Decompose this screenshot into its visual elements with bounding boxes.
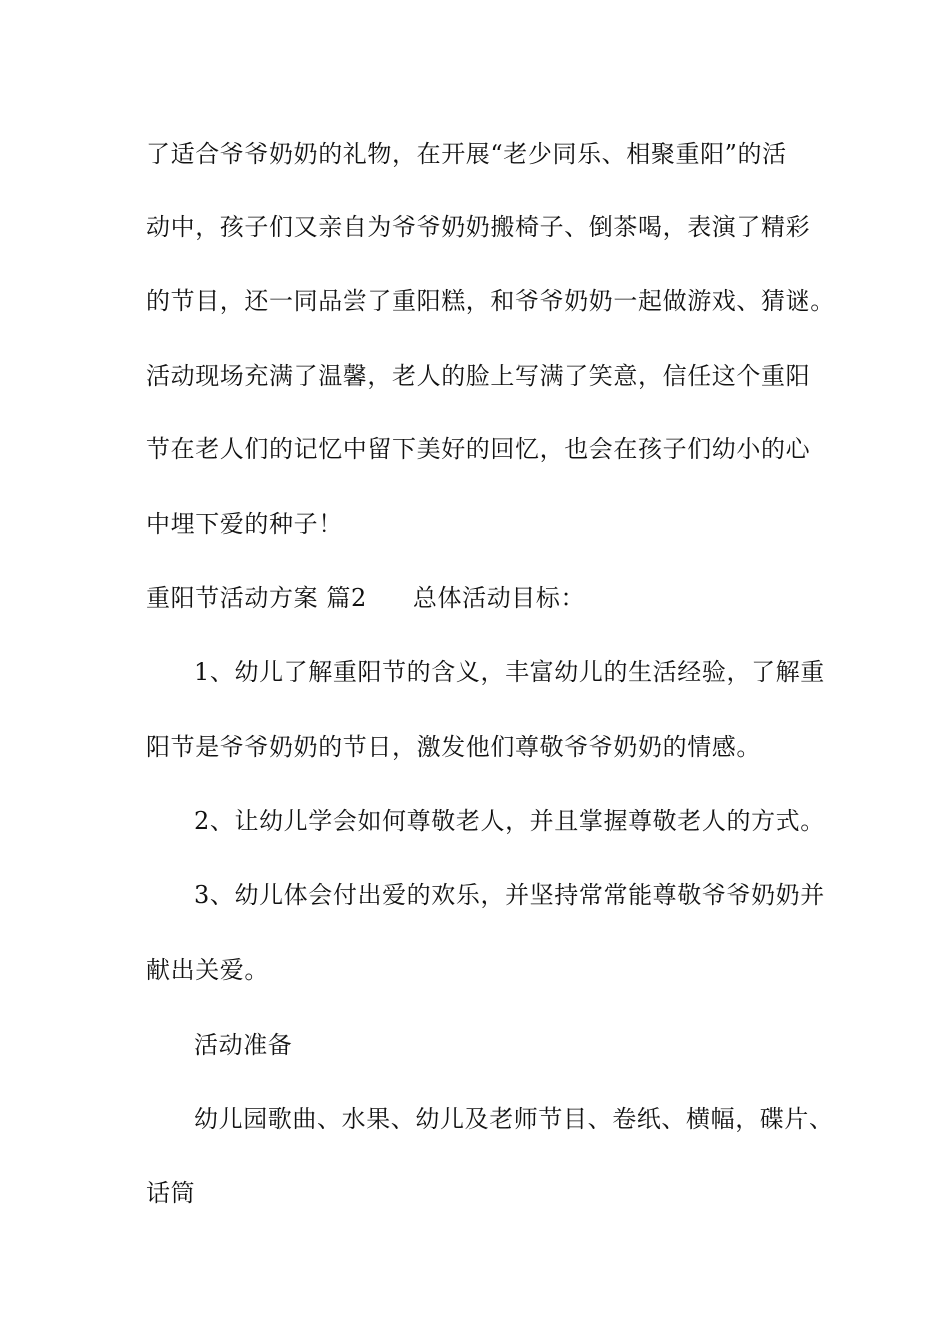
goal-3-line: 献出关爱。 — [146, 956, 269, 984]
paragraph-line: 活动现场充满了温馨，老人的脸上写满了笑意，信任这个重阳 — [146, 362, 811, 390]
prep-heading: 活动准备 — [194, 1031, 293, 1059]
goal-1-line: 1、幼儿了解重阳节的含义，丰富幼儿的生活经验，了解重 — [194, 658, 825, 686]
section-title: 重阳节活动方案 篇2 — [146, 584, 367, 612]
prep-line: 话筒 — [146, 1179, 196, 1207]
goal-1-line: 阳节是爷爷奶奶的节日，激发他们尊敬爷爷奶奶的情感。 — [146, 733, 761, 761]
paragraph-line: 的节目，还一同品尝了重阳糕，和爷爷奶奶一起做游戏、猜谜。 — [146, 287, 835, 315]
section-heading-line — [146, 583, 585, 613]
goal-2-line: 2、让幼儿学会如何尊敬老人，并且掌握尊敬老人的方式。 — [194, 807, 825, 835]
paragraph-line: 中埋下爱的种子！ — [146, 510, 343, 538]
goal-3-line: 3、幼儿体会付出爱的欢乐，并坚持常常能尊敬爷爷奶奶并 — [194, 881, 825, 909]
paragraph-line: 了适合爷爷奶奶的礼物，在开展“老少同乐、相聚重阳”的活 — [146, 140, 787, 168]
section-subtitle: 总体活动目标： — [412, 584, 586, 612]
prep-line: 幼儿园歌曲、水果、幼儿及老师节目、卷纸、横幅，碟片、 — [194, 1105, 834, 1133]
paragraph-line: 节在老人们的记忆中留下美好的回忆，也会在孩子们幼小的心 — [146, 435, 811, 463]
paragraph-line: 动中，孩子们又亲自为爷爷奶奶搬椅子、倒茶喝，表演了精彩 — [146, 213, 811, 241]
